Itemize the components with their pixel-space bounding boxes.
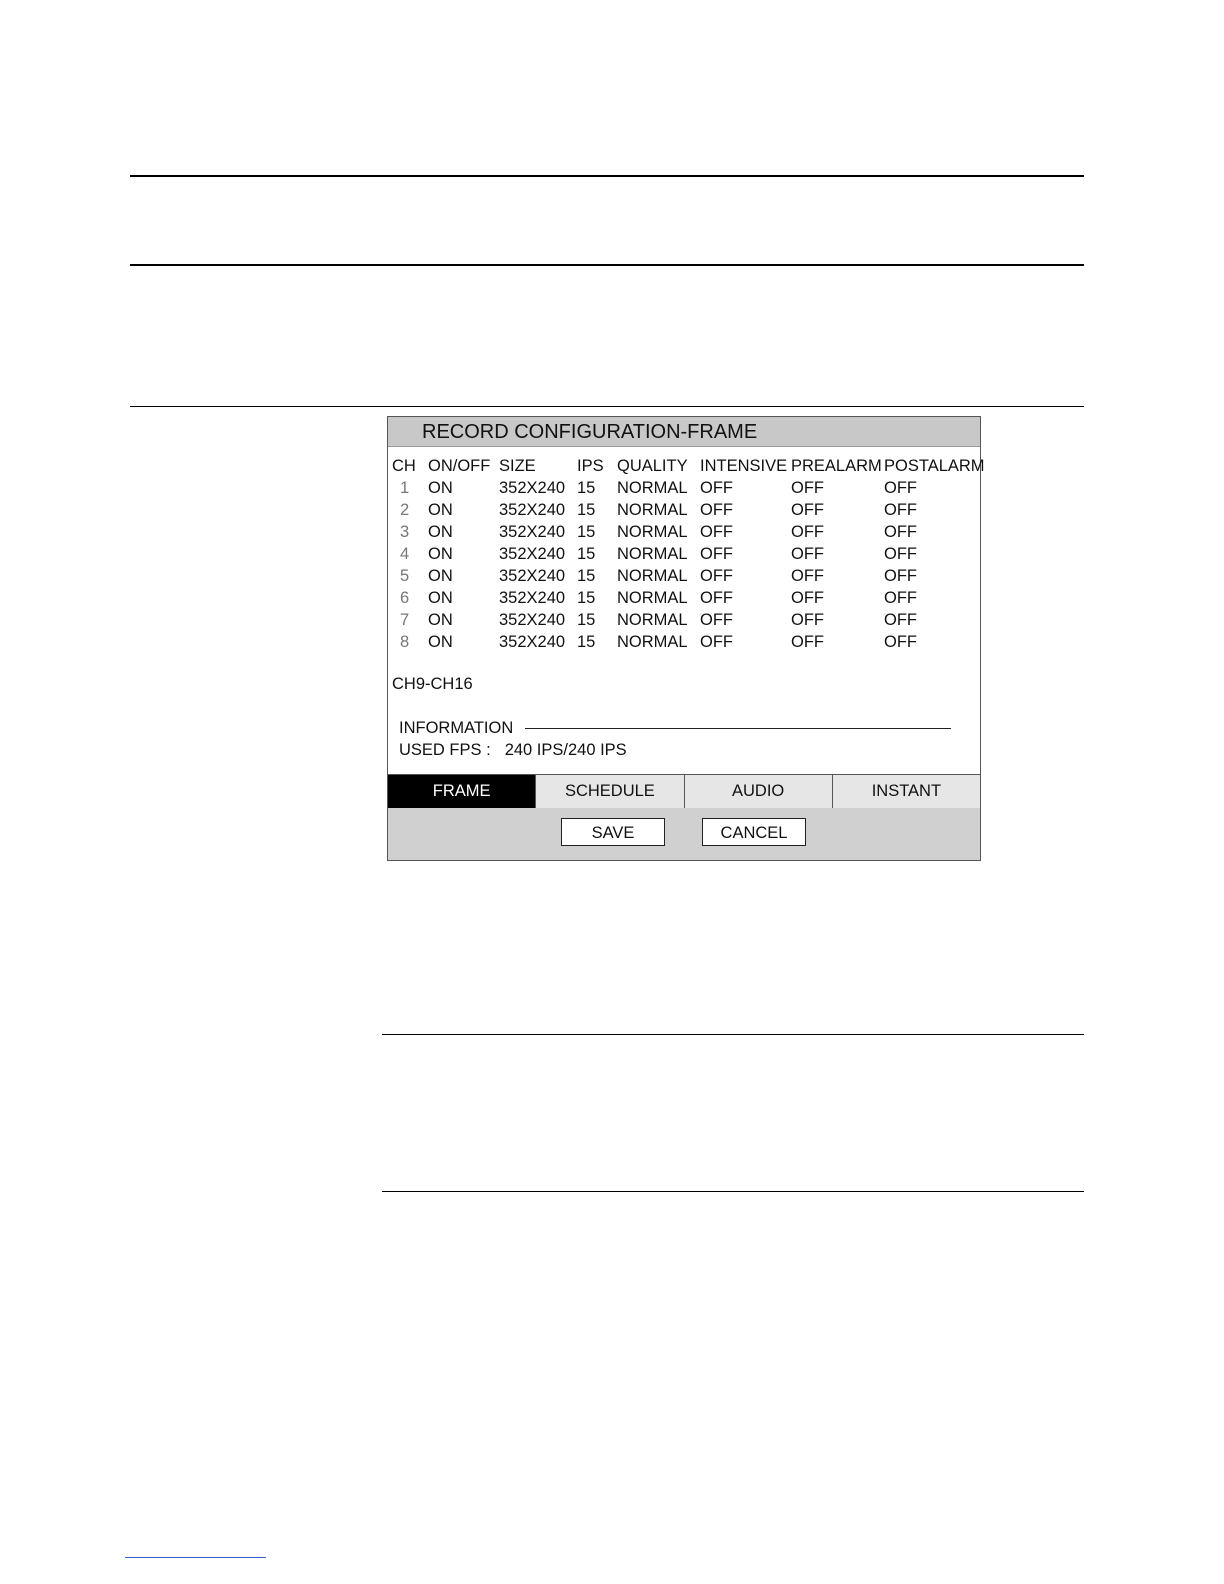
record-configuration-dialog [387,416,985,861]
channel-range-selector[interactable]: CH9-CH16 [392,675,473,693]
header-intensive: INTENSIVE [700,457,788,475]
cell-size[interactable]: 352X240 [499,523,566,541]
cell-ips[interactable]: 15 [577,611,596,629]
cell-prealarm[interactable]: OFF [791,523,824,541]
cell-prealarm[interactable]: OFF [791,501,824,519]
header-ips: IPS [577,457,604,475]
cell-postalarm[interactable]: OFF [884,633,917,651]
header-postalarm: POSTALARM [884,457,985,475]
used-fps-label: USED FPS : [399,741,491,759]
cell-quality[interactable]: NORMAL [617,523,688,541]
cell-onoff[interactable]: ON [428,611,453,629]
cell-ips[interactable]: 15 [577,501,596,519]
cell-size[interactable]: 352X240 [499,567,566,585]
cell-quality[interactable]: NORMAL [617,611,688,629]
cell-intensive[interactable]: OFF [700,545,733,563]
tab-frame[interactable]: FRAME [388,775,536,809]
cell-size[interactable]: 352X240 [499,633,566,651]
cell-intensive[interactable]: OFF [700,633,733,651]
cell-ch: 2 [400,501,410,519]
cell-onoff[interactable]: ON [428,633,453,651]
cell-ch: 3 [400,523,410,541]
cell-postalarm[interactable]: OFF [884,567,917,585]
header-onoff: ON/OFF [428,457,491,475]
lower-rule-2 [382,1191,1084,1192]
header-ch: CH [392,457,416,475]
tab-instant[interactable]: INSTANT [833,775,980,809]
cell-ch: 7 [400,611,410,629]
section-rule [130,406,1084,407]
cell-prealarm[interactable]: OFF [791,545,824,563]
cell-quality[interactable]: NORMAL [617,501,688,519]
cell-quality[interactable]: NORMAL [617,567,688,585]
top-rule-1 [130,175,1084,177]
save-button[interactable]: SAVE [561,818,665,846]
header-quality: QUALITY [617,457,688,475]
cell-ips[interactable]: 15 [577,545,596,563]
tab-bar [388,774,980,810]
cell-onoff[interactable]: ON [428,545,453,563]
header-prealarm: PREALARM [791,457,882,475]
cell-ips[interactable]: 15 [577,523,596,541]
table-row[interactable] [388,521,980,543]
cell-size[interactable]: 352X240 [499,589,566,607]
cell-onoff[interactable]: ON [428,589,453,607]
cell-prealarm[interactable]: OFF [791,589,824,607]
cell-onoff[interactable]: ON [428,523,453,541]
cell-intensive[interactable]: OFF [700,479,733,497]
cell-ips[interactable]: 15 [577,589,596,607]
cell-prealarm[interactable]: OFF [791,567,824,585]
cell-postalarm[interactable]: OFF [884,501,917,519]
cell-quality[interactable]: NORMAL [617,479,688,497]
cell-size[interactable]: 352X240 [499,545,566,563]
cell-quality[interactable]: NORMAL [617,633,688,651]
table-row[interactable] [388,609,980,631]
table-row[interactable] [388,477,980,499]
used-fps [399,741,627,760]
lower-rule-1 [382,1034,1084,1035]
table-row[interactable] [388,565,980,587]
information-label: INFORMATION [399,719,514,737]
table-row[interactable] [388,543,980,565]
cell-ch: 6 [400,589,410,607]
information-divider [525,728,951,729]
table-header-row [388,455,985,477]
channel-table [388,455,985,653]
cell-size[interactable]: 352X240 [499,479,566,497]
cell-size[interactable]: 352X240 [499,611,566,629]
table-row[interactable] [388,631,980,653]
cell-postalarm[interactable]: OFF [884,479,917,497]
cell-ch: 4 [400,545,410,563]
cancel-button[interactable]: CANCEL [702,818,806,846]
cell-intensive[interactable]: OFF [700,589,733,607]
dialog-title: RECORD CONFIGURATION-FRAME [388,417,980,447]
tab-audio[interactable]: AUDIO [685,775,833,809]
cell-intensive[interactable]: OFF [700,501,733,519]
cell-quality[interactable]: NORMAL [617,589,688,607]
top-rule-2 [130,264,1084,266]
cell-prealarm[interactable]: OFF [791,479,824,497]
cell-postalarm[interactable]: OFF [884,589,917,607]
cell-intensive[interactable]: OFF [700,567,733,585]
tab-schedule[interactable]: SCHEDULE [536,775,684,809]
table-row[interactable] [388,499,980,521]
cell-onoff[interactable]: ON [428,501,453,519]
cell-ips[interactable]: 15 [577,479,596,497]
cell-ips[interactable]: 15 [577,633,596,651]
cell-size[interactable]: 352X240 [499,501,566,519]
cell-ch: 5 [400,567,410,585]
cell-postalarm[interactable]: OFF [884,523,917,541]
header-size: SIZE [499,457,536,475]
cell-ch: 8 [400,633,410,651]
cell-ips[interactable]: 15 [577,567,596,585]
cell-ch: 1 [400,479,410,497]
used-fps-value: 240 IPS/240 IPS [504,741,627,759]
footnote-rule [125,1557,266,1558]
cell-onoff[interactable]: ON [428,479,453,497]
cell-postalarm[interactable]: OFF [884,611,917,629]
cell-onoff[interactable]: ON [428,567,453,585]
cell-quality[interactable]: NORMAL [617,545,688,563]
cell-prealarm[interactable]: OFF [791,633,824,651]
cell-postalarm[interactable]: OFF [884,545,917,563]
dialog-footer [388,808,980,860]
cell-intensive[interactable]: OFF [700,611,733,629]
cell-prealarm[interactable]: OFF [791,611,824,629]
cell-intensive[interactable]: OFF [700,523,733,541]
table-row[interactable] [388,587,980,609]
